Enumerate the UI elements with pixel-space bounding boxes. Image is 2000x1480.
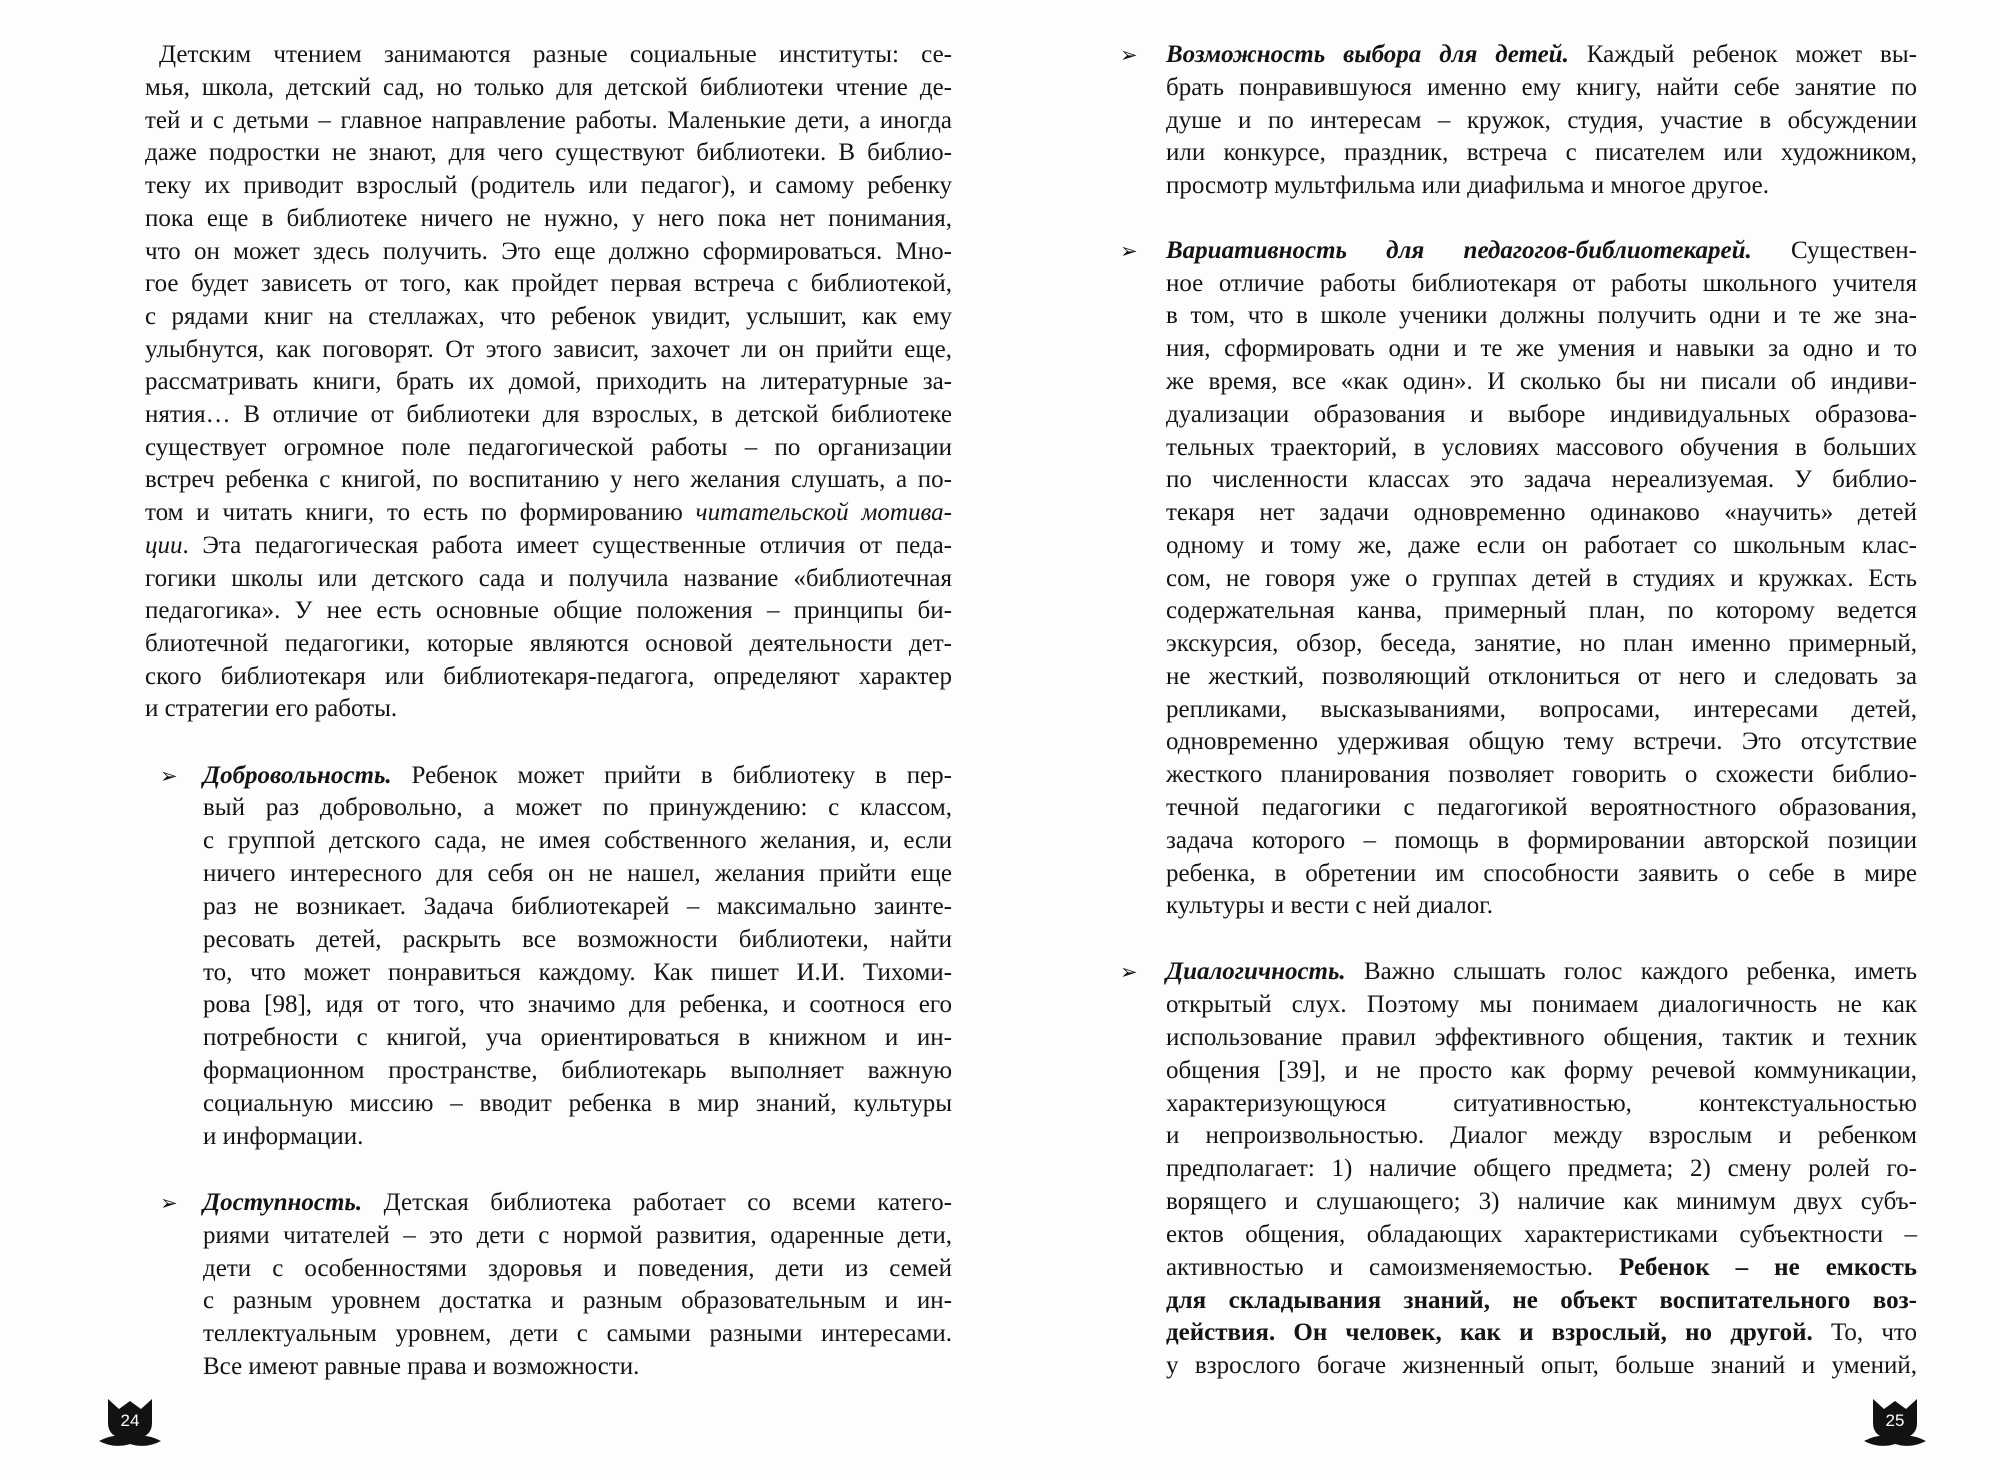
text-line (145, 693, 952, 726)
line-content (145, 270, 952, 297)
line-content (1166, 860, 1917, 887)
text-run: ребенка, в обретении им способности заявить о себе в мире (1166, 859, 1917, 887)
line-content (203, 1090, 952, 1117)
text-line (1166, 39, 1917, 72)
line-content (145, 336, 952, 363)
text-line (1166, 956, 1917, 989)
text-run: даже подростки не знают, для чего существуют библиотеки. В библио- (145, 139, 952, 167)
text-run: ное отличие работы библиотекаря от работы школьного учителя (1166, 269, 1917, 297)
text-run: с рядами книг на стеллажах, что ребенок увидит, услышит, как ему (145, 302, 952, 330)
text-line (145, 530, 952, 563)
text-line (1166, 235, 1917, 268)
text-run: душе и по интересам – кружок, студия, участие в обсуждении (1166, 106, 1917, 134)
line-content (203, 991, 952, 1018)
text-run: гое будет зависеть от того, как пройдет первая встреча с библиотекой, (145, 270, 952, 298)
line-content (145, 139, 952, 166)
text-line (1166, 563, 1917, 596)
line-content (1166, 107, 1917, 134)
text-line (203, 957, 952, 990)
text-run: То, что (1812, 1319, 1917, 1347)
text-run: открытый слух. Поэтому мы понимаем диалогичность не как (1166, 991, 1917, 1019)
text-run: одному и тому же, даже если он работает со школьным клас- (1166, 531, 1917, 559)
line-content (145, 205, 952, 232)
text-line (1166, 595, 1917, 628)
text-line (1166, 1350, 1917, 1383)
bullet-heading: Доступность. (203, 1188, 363, 1216)
text-line (145, 72, 952, 105)
line-content (1166, 892, 1493, 919)
text-run: вый раз добровольно, а может по принуждению: с классом, (203, 794, 952, 822)
line-content (1166, 172, 1769, 199)
bullet-heading: Диалогичность. (1166, 958, 1346, 986)
line-content (1166, 237, 1917, 264)
line-content (203, 1255, 952, 1282)
text-run: блиотечной педагогики, которые являются основой деятельности дет- (145, 629, 952, 657)
line-content (145, 74, 952, 101)
line-content (1166, 1352, 1917, 1379)
line-content (145, 107, 952, 134)
line-content (1166, 728, 1917, 755)
text-run: дуализации образования и выборе индивидуальных образова- (1166, 400, 1917, 428)
text-line (145, 170, 952, 203)
text-run: формационном пространстве, библиотекарь выполняет важную (203, 1057, 952, 1085)
text-line (203, 924, 952, 957)
bullet-marker-icon: ➢ (160, 763, 178, 788)
line-content (1166, 466, 1917, 493)
text-run: ектов общения, обладающих характеристиками субъектности – (1166, 1220, 1917, 1248)
line-content (1166, 630, 1917, 657)
text-run: существует огромное поле педагогической работы – по организации (145, 433, 952, 461)
text-line (1166, 792, 1917, 825)
line-content (1166, 1254, 1917, 1281)
line-content (203, 1057, 952, 1084)
text-line (1166, 333, 1917, 366)
text-line (203, 1220, 952, 1253)
line-content (1166, 958, 1917, 985)
text-run: общения [39], и не просто как форму речевой коммуникации, (1166, 1056, 1917, 1084)
line-content (1166, 41, 1917, 68)
text-run: брать понравившуюся именно ему книгу, найти себе занятие по (1166, 74, 1917, 101)
text-run: течной педагогики с педагогикой вероятностного образования, (1166, 793, 1917, 821)
text-run: . Эта педагогическая работа имеет существенные отличия от педа- (182, 531, 952, 559)
bullet-heading: Вариативность для педагогов-библиотекарей. (1166, 236, 1752, 264)
text-run: по численности классах это задача нереализуемая. У библио- (1166, 466, 1917, 494)
line-content (1166, 597, 1917, 624)
text-line (203, 1055, 952, 1088)
line-content (1166, 827, 1917, 854)
text-line (145, 236, 952, 269)
line-content (145, 663, 952, 690)
text-line (145, 628, 952, 661)
line-content (203, 1287, 952, 1314)
text-line (1166, 1252, 1917, 1285)
text-run: просмотр мультфильма или диафильма и многое другое. (1166, 172, 1770, 200)
text-run: мья, школа, детский сад, но только для детской библиотеки чтение де- (145, 74, 952, 101)
line-content (1166, 1319, 1917, 1346)
text-run: пока еще в библиотеке ничего не нужно, у него пока нет понимания, (145, 204, 952, 232)
emphasis-italic: читательской мотива- (695, 499, 952, 527)
text-run: в том, что в школе ученики должны получить одни и те же зна- (1166, 302, 1917, 330)
text-run: Существен- (1751, 236, 1917, 264)
text-line (145, 301, 952, 334)
text-run: репликами, высказываниями, вопросами, интересами детей, (1166, 695, 1917, 723)
line-content (203, 1123, 363, 1150)
text-line (203, 1121, 952, 1154)
text-line (1166, 137, 1917, 170)
line-content (145, 695, 397, 722)
line-content (159, 41, 952, 68)
page-number-flower (94, 1377, 166, 1449)
text-run: социальную миссию – вводит ребенка в мир знаний, культуры (203, 1090, 952, 1117)
line-content (145, 172, 952, 199)
text-run: ворящего и слушающего; 3) наличие как минимум двух субъ- (1166, 1188, 1917, 1216)
line-content (203, 827, 952, 854)
text-run: же время, все «как один». И сколько бы ни писали об индиви- (1166, 367, 1917, 395)
text-run: и непроизвольностью. Диалог между взрослым и ребенком (1166, 1122, 1917, 1150)
line-content (203, 1353, 639, 1380)
line-content (1166, 794, 1917, 821)
text-line (1166, 989, 1917, 1022)
text-line (1166, 1219, 1917, 1252)
text-line (145, 334, 952, 367)
line-content (145, 532, 952, 559)
text-run: рассматривать книги, брать их домой, приходить на литературные за- (145, 368, 952, 396)
line-content (203, 794, 952, 821)
text-run: сом, не говоря уже о группах детей в студиях и кружках. Есть (1166, 564, 1917, 592)
line-content (203, 762, 952, 789)
text-run: риями читателей – это дети с нормой развития, одаренные дети, (203, 1221, 952, 1249)
line-content (1166, 74, 1917, 101)
text-line (1166, 530, 1917, 563)
line-content (1166, 991, 1917, 1018)
text-line (203, 1285, 952, 1318)
text-run: теку их приводит взрослый (родитель или педагог), и самому ребенку (145, 172, 952, 200)
line-content (1166, 1024, 1917, 1051)
text-line (145, 203, 952, 236)
text-run: что он может здесь получить. Это еще должно сформироваться. Мно- (145, 237, 952, 265)
text-run: у взрослого богаче жизненный опыт, больше знаний и умений, (1166, 1352, 1917, 1380)
text-line (145, 595, 952, 628)
line-content (1166, 270, 1917, 297)
page-number: 25 (1885, 1411, 1905, 1430)
text-line (145, 137, 952, 170)
text-line (1166, 858, 1917, 891)
text-line (203, 1253, 952, 1286)
line-content (1166, 663, 1917, 690)
text-line (1166, 72, 1917, 105)
line-content (1166, 761, 1917, 788)
text-line (203, 825, 952, 858)
text-run: использование правил эффективного общения, тактик и техник (1166, 1024, 1917, 1052)
text-run: не жесткий, позволяющий отклониться от него и следовать за (1166, 662, 1917, 690)
emphasis-bold: для складывания знаний, не объект воспитательного воз- (1166, 1286, 1917, 1314)
text-line (145, 563, 952, 596)
text-run: гогики школы или детского сада и получила название «библиотечная (145, 564, 952, 592)
text-line (1166, 1285, 1917, 1318)
text-line (145, 432, 952, 465)
text-line (203, 858, 952, 891)
text-line (1166, 1317, 1917, 1350)
line-content (145, 466, 952, 493)
text-line (1166, 432, 1917, 465)
line-content (145, 499, 952, 526)
text-run: с группой детского сада, не имея собственного желания, и, если (203, 827, 952, 855)
line-content (145, 630, 952, 657)
text-line (1166, 366, 1917, 399)
text-run: встреч ребенка с книгой, по воспитанию у него желания слушать, а по- (145, 466, 952, 494)
page-right (1000, 0, 2000, 1480)
text-line (1166, 268, 1917, 301)
page-number-flower (1859, 1377, 1931, 1449)
line-content (1166, 499, 1917, 526)
text-line (203, 1187, 952, 1220)
bullet-marker-icon: ➢ (1120, 960, 1138, 985)
text-run: ния, сформировать одни и те же умения и навыки за одно и то (1166, 335, 1917, 363)
text-run: Детским чтением занимаются разные социальные институты: се- (159, 41, 952, 69)
text-line (1166, 105, 1917, 138)
line-content (1166, 368, 1917, 395)
text-run: Каждый ребенок может вы- (1568, 41, 1917, 69)
bullet-marker-icon: ➢ (160, 1190, 178, 1215)
text-run: активностью и самоизменяемостью. (1166, 1253, 1619, 1281)
text-run: содержательная канва, примерный план, по которому ведется (1166, 597, 1917, 625)
text-line (145, 661, 952, 694)
text-line (1166, 1186, 1917, 1219)
emphasis-italic: ции (145, 531, 183, 559)
text-line (203, 1318, 952, 1351)
line-content (203, 959, 952, 986)
text-run: тельных траекторий, в условиях массового обучения в больших (1166, 433, 1917, 461)
text-run: Детская библиотека работает со всеми катего- (362, 1188, 952, 1216)
line-content (1166, 565, 1917, 592)
text-line (145, 366, 952, 399)
line-content (1166, 1287, 1917, 1314)
text-line (145, 105, 952, 138)
text-run: или конкурсе, праздник, встреча с писателем или художником, (1166, 139, 1917, 167)
text-line (203, 989, 952, 1022)
text-run: том и читать книги, то есть по формированию (145, 499, 696, 527)
text-line (1166, 1055, 1917, 1088)
text-line (1166, 1088, 1917, 1121)
text-line (159, 39, 952, 72)
line-content (1166, 434, 1917, 461)
text-line (1166, 1153, 1917, 1186)
text-line (203, 792, 952, 825)
text-run: текаря нет задачи одновременно одинаково «научить» детей (1166, 499, 1917, 527)
text-run: экскурсия, обзор, беседа, занятие, но план именно примерный, (1166, 630, 1917, 658)
text-line (203, 891, 952, 924)
text-line (203, 1351, 952, 1384)
line-content (145, 434, 952, 461)
text-run: жесткого планирования позволяет говорить о схожести библио- (1166, 761, 1917, 789)
line-content (1166, 1155, 1917, 1182)
text-run: Ребенок может прийти в библиотеку в пер- (391, 761, 952, 789)
text-run: и информации. (203, 1122, 364, 1150)
text-line (1166, 825, 1917, 858)
line-content (203, 1222, 952, 1249)
text-run: теллектуальным уровнем, дети с самыми разными интересами. (203, 1320, 952, 1348)
text-line (1166, 464, 1917, 497)
line-content (1166, 1188, 1917, 1215)
emphasis-bold: действия. Он человек, как и взрослый, но другой. (1166, 1319, 1813, 1347)
line-content (1166, 335, 1917, 362)
text-line (203, 1022, 952, 1055)
text-line (1166, 759, 1917, 792)
bullet-marker-icon: ➢ (1120, 43, 1138, 68)
text-line (1166, 726, 1917, 759)
text-run: тей и с детьми – главное направление работы. Маленькие дети, а иногда (145, 106, 952, 134)
text-line (1166, 497, 1917, 530)
line-content (203, 1189, 952, 1216)
line-content (145, 303, 952, 330)
text-run: потребности с книгой, уча ориентироваться в книжном и ин- (203, 1024, 952, 1052)
text-line (145, 464, 952, 497)
text-run: улыбнутся, как поговорят. От этого зависит, захочет ли он прийти еще, (145, 335, 952, 363)
text-run: Важно слышать голос каждого ребенка, иметь (1345, 958, 1917, 986)
text-run: задача которого – помощь в формировании авторской позиции (1166, 826, 1917, 854)
text-line (203, 1088, 952, 1121)
text-run: Все имеют равные права и возможности. (203, 1353, 640, 1381)
text-line (145, 399, 952, 432)
line-content (145, 597, 952, 624)
bullet-heading: Добровольность. (203, 761, 392, 789)
emphasis-bold: Ребенок – не емкость (1619, 1253, 1917, 1281)
text-run: одновременно удерживая общую тему встречи. Это отсутствие (1166, 728, 1917, 756)
line-content (1166, 1090, 1917, 1117)
text-run: нятия… В отличие от библиотеки для взрослых, в детской библиотеке (145, 401, 952, 428)
line-content (203, 1320, 952, 1347)
text-run: предполагает: 1) наличие общего предмета; 2) смену ролей го- (1166, 1155, 1917, 1183)
text-line (145, 268, 952, 301)
text-line (1166, 694, 1917, 727)
text-run: ресовать детей, раскрыть все возможности библиотеки, найти (203, 925, 952, 953)
text-line (145, 497, 952, 530)
line-content (203, 893, 952, 920)
text-line (1166, 399, 1917, 432)
line-content (1166, 1057, 1917, 1084)
line-content (203, 1024, 952, 1051)
line-content (145, 368, 952, 395)
line-content (1166, 1122, 1917, 1149)
text-run: культуры и вести с ней диалог. (1166, 892, 1493, 920)
page-number: 24 (120, 1411, 140, 1430)
text-line (1166, 170, 1917, 203)
text-run: характеризующуюся ситуативностью, контекстуальностью (1166, 1089, 1917, 1117)
line-content (1166, 532, 1917, 559)
text-line (1166, 1120, 1917, 1153)
text-run: с разным уровнем достатка и разным образовательным и ин- (203, 1287, 952, 1315)
line-content (203, 860, 952, 887)
text-run: педагогика». У нее есть основные общие положения – принципы би- (145, 597, 952, 625)
bullet-marker-icon: ➢ (1120, 238, 1138, 263)
text-run: то, что может понравиться каждому. Как пишет И.И. Тихоми- (203, 958, 952, 986)
line-content (145, 565, 952, 592)
text-line (1166, 890, 1917, 923)
text-run: раз не возникает. Задача библиотекарей – максимально заинте- (203, 892, 952, 920)
text-run: рова [98], идя от того, что значимо для ребенка, и соотнося его (203, 991, 952, 1019)
line-content (1166, 1221, 1917, 1248)
text-line (1166, 300, 1917, 333)
line-content (145, 401, 952, 428)
text-line (1166, 661, 1917, 694)
bullet-heading: Возможность выбора для детей. (1166, 41, 1569, 69)
text-line (1166, 628, 1917, 661)
text-run: ского библиотекаря или библиотекаря-педагога, определяют характер (145, 662, 952, 690)
line-content (1166, 139, 1917, 166)
line-content (145, 238, 952, 265)
text-run: ничего интересного для себя он не нашел, желания прийти еще (203, 860, 952, 888)
text-run: и стратегии его работы. (145, 695, 398, 723)
line-content (1166, 696, 1917, 723)
text-line (203, 760, 952, 793)
line-content (203, 926, 952, 953)
line-content (1166, 302, 1917, 329)
line-content (1166, 401, 1917, 428)
text-run: дети с особенностями здоровья и поведения, дети из семей (203, 1254, 952, 1282)
text-line (1166, 1022, 1917, 1055)
